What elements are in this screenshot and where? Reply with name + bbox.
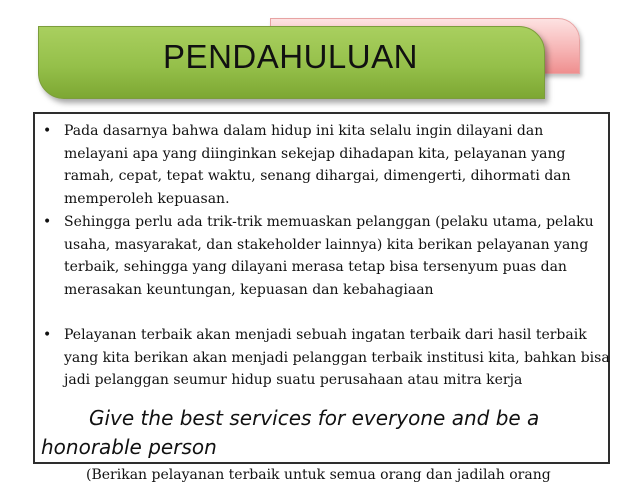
bullet-list: [41, 120, 611, 414]
page-title: PENDAHULUAN: [163, 38, 418, 75]
bullet-icon: •: [43, 214, 52, 230]
bullet-text: Pelayanan terbaik akan menjadi sebuah ingatan terbaik dari hasil terbaik yang kita berikan akan menjadi pelanggan terbaik institusi kita, bahkan bisa jadi pelanggan seumur hidup suatu perusahaan atau mitra kerja: [64, 327, 610, 389]
slogan-text: Give the best services for everyone and be a honorable person: [41, 406, 540, 459]
content-box: [33, 112, 610, 464]
list-item: [41, 120, 611, 211]
bullet-text: Pada dasarnya bahwa dalam hidup ini kita selalu ingin dilayani dan melayani apa yang diinginkan sekejap dihadapan kita, pelayanan yang ramah, cepat, tepat waktu, senang dihargai, dimengerti, dihormati dan memperoleh kepuasan.: [64, 123, 571, 207]
bullet-icon: •: [43, 123, 52, 139]
bullet-text: Sehingga perlu ada trik-trik memuaskan pelanggan (pelaku utama, pelaku usaha, masyarakat, dan stakeholder lainnya) kita berikan pelayanan yang terbaik, sehingga yang dilayani merasa tetap bisa tersenyum puas dan merasakan keuntungan, kepuasan dan kebahagiaan: [64, 214, 594, 298]
bullet-icon: •: [43, 327, 52, 343]
footnote-text: (Berikan pelayanan terbaik untuk semua orang dan jadilah orang: [86, 467, 551, 483]
list-item: [41, 324, 611, 414]
list-item: [41, 211, 611, 324]
